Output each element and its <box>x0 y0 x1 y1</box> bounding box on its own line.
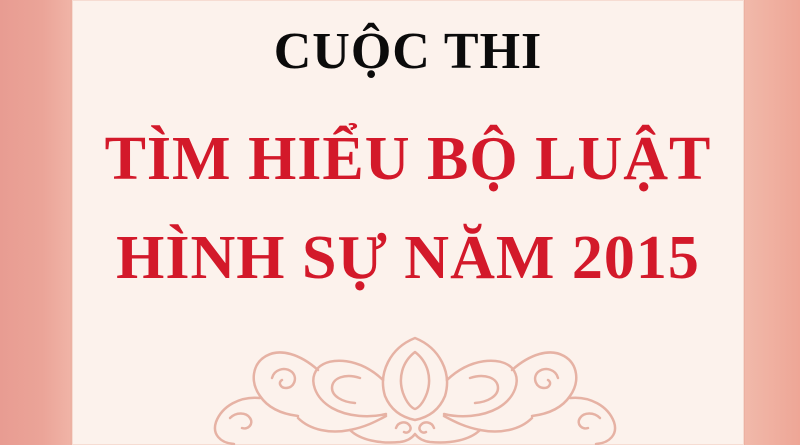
left-decorative-band <box>0 0 70 445</box>
right-decorative-band <box>745 0 800 445</box>
title-line-1: TÌM HIỂU BỘ LUẬT <box>104 125 712 193</box>
title-line-2: HÌNH SỰ NĂM 2015 <box>116 224 700 292</box>
lotus-ornament-icon <box>200 318 630 445</box>
contest-label: CUỘC THI <box>273 23 543 80</box>
